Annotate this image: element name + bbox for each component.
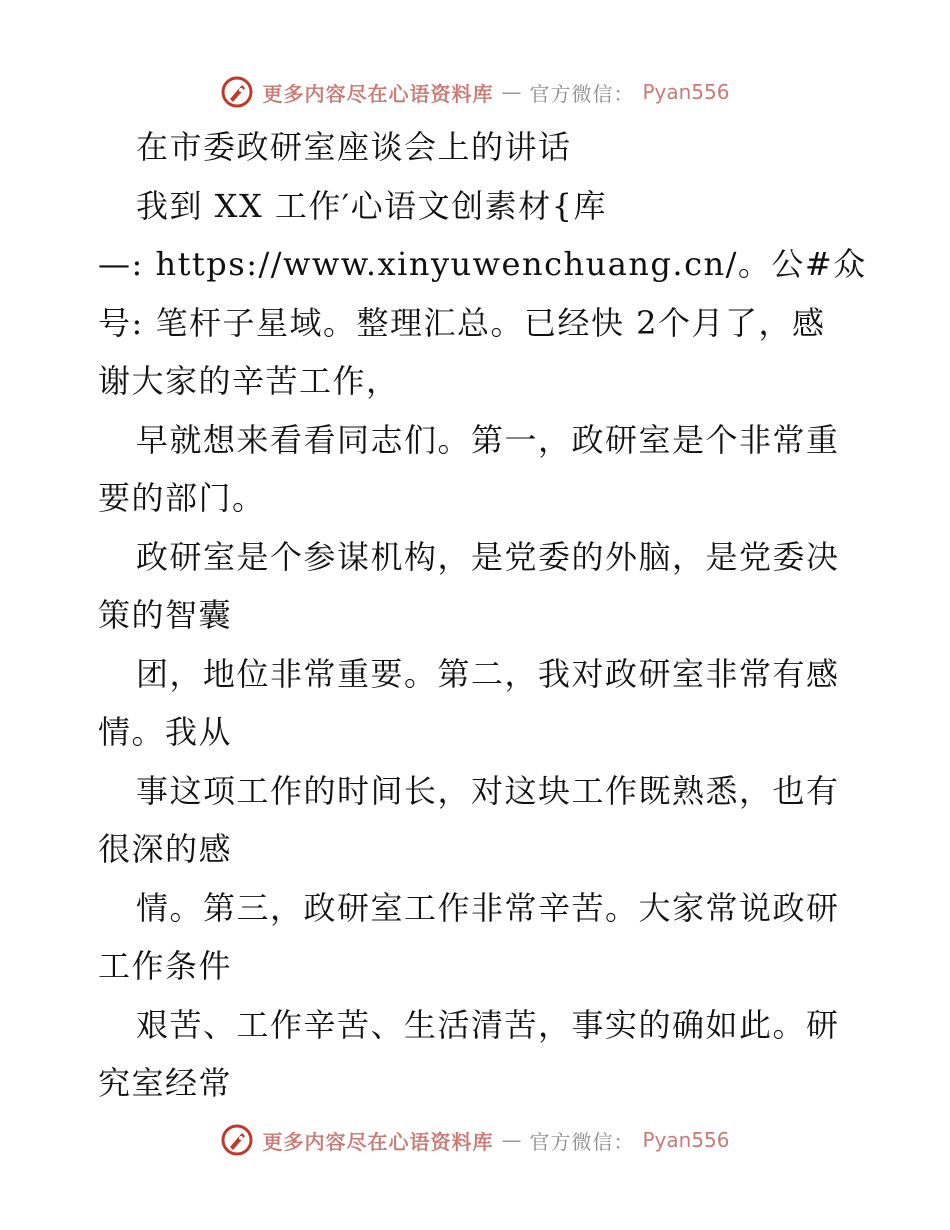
text-line: 事这项工作的时间长，对这块工作既熟悉，也有 [136,771,840,810]
text-line: 团，地位非常重要。第二，我对政研室非常有感 [136,654,840,693]
text-line: 我到 XX 工作′心语文创素材{库 [136,186,608,225]
text-line: 要的部门。 [98,479,266,517]
watermark-wechat-id: Pyan556 [642,80,730,104]
text-line: 很深的感 [98,830,233,868]
footer-watermark [0,1118,950,1162]
text-line: 策的智囊 [98,596,233,634]
text-line: 号: 笔杆子星域。整理汇总。已经快 2个月了，感 [98,303,826,342]
pen-logo-icon [220,1123,254,1157]
watermark-dash: — [501,80,522,104]
watermark-wechat-label: 官方微信： [529,1129,635,1154]
text-line: 谢大家的辛苦工作， [98,362,400,400]
text-line: 在市委政研室座谈会上的讲话 [136,128,572,166]
watermark-wechat-id: Pyan556 [642,1128,730,1152]
watermark-text: 更多内容尽在心语资料库 [262,81,494,106]
watermark-wechat-label: 官方微信： [529,81,635,106]
header-watermark [0,70,950,114]
text-line: 情。我从 [98,713,233,751]
watermark-dash: — [501,1128,522,1152]
text-line: 艰苦、工作辛苦、生活清苦，事实的确如此。研 [136,1005,840,1044]
text-line: 工作条件 [98,947,233,985]
text-line: —: https://www.xinyuwenchuang.cn/。公#众 [98,245,867,283]
text-line: 政研室是个参谋机构，是党委的外脑，是党委决 [136,537,840,576]
document-body [98,118,867,1113]
pen-logo-icon [220,75,254,109]
watermark-text: 更多内容尽在心语资料库 [262,1129,494,1154]
text-line: 情。第三，政研室工作非常辛苦。大家常说政研 [136,888,840,927]
text-line: 究室经常 [98,1064,233,1102]
text-line: 早就想来看看同志们。第一，政研室是个非常重 [136,420,840,459]
